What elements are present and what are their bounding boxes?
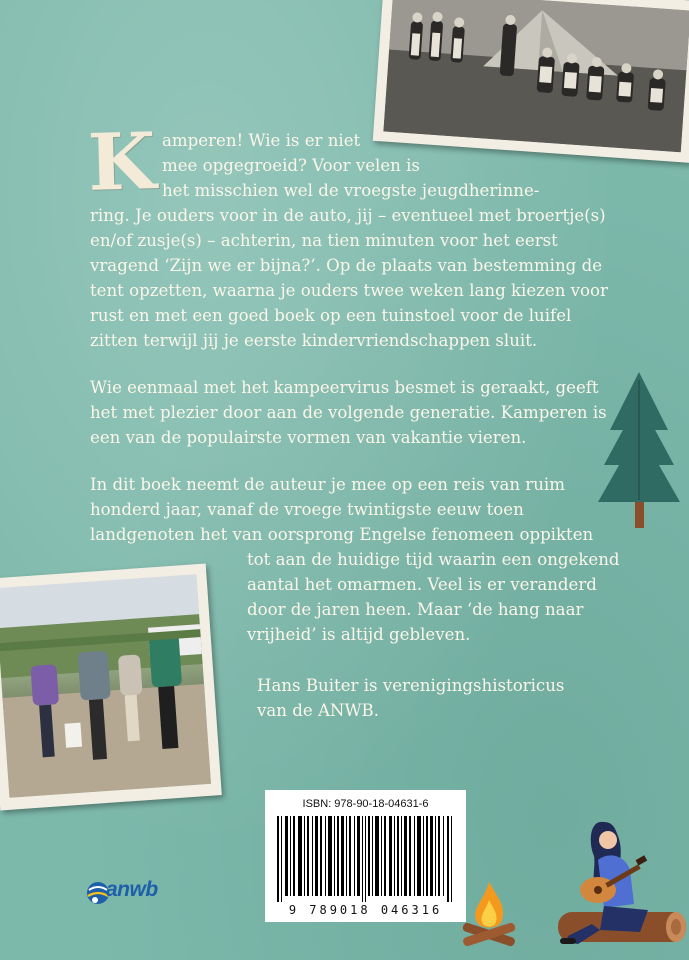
text-line: aantal het omarmen. Veel is er veranderd	[247, 575, 597, 594]
text-line: landgenoten het van oorsprong Engelse fenomeen oppikten	[90, 525, 594, 544]
text-line: amperen! Wie is er niet	[162, 131, 361, 150]
vintage-photo-scene	[383, 0, 689, 152]
text-line: tot aan de huidige tijd waarin een ongekend	[247, 550, 620, 569]
text-line: het met plezier door aan de volgende generatie. Kamperen is	[90, 403, 607, 422]
text-line: vragend ‘Zijn we er bijna?’. Op de plaats van bestemming de	[90, 256, 603, 275]
text-line: tent opzetten, waarna je ouders twee weken lang kiezen voor	[90, 281, 608, 300]
vintage-photo-image	[383, 0, 689, 152]
text-line: mee opgegroeid? Voor velen is	[162, 156, 420, 175]
pine-tree-icon	[596, 370, 682, 530]
barcode-bars	[277, 816, 454, 902]
text-line: het misschien wel de vroegste jeugdherinne-	[162, 181, 540, 200]
text-line: door de jaren heen. Maar ‘de hang naar	[247, 600, 584, 619]
isbn-label: ISBN: 978-90-18-04631-6	[302, 798, 429, 810]
text-line: honderd jaar, vanaf de vroege twintigste eeuw toen	[90, 500, 524, 519]
festival-photo-scene	[0, 574, 211, 798]
text-line: ring. Je ouders voor in de auto, jij – eventueel met broertje(s)	[90, 206, 606, 225]
text-line: en/of zusje(s) – achterin, na tien minuten voor het eerst	[90, 231, 558, 250]
text-line: In dit boek neemt de auteur je mee op een reis van ruim	[90, 475, 565, 494]
vintage-camping-photo	[373, 0, 689, 163]
text-line: een van de populairste vormen van vakantie vieren.	[90, 428, 527, 447]
text-line: Wie eenmaal met het kampeervirus besmet is geraakt, geeft	[90, 378, 599, 397]
barcode-box	[265, 790, 466, 922]
dropcap-letter: K	[86, 116, 157, 209]
text-line: zitten terwijl jij je eerste kindervriendschappen sluit.	[90, 331, 538, 350]
text-line: vrijheid’ is altijd gebleven.	[247, 625, 471, 644]
anwb-wordmark: anwb	[106, 878, 158, 901]
text-line: van de ANWB.	[257, 701, 379, 720]
festival-photo-image	[0, 574, 211, 798]
guitar-girl-illustration	[548, 812, 689, 960]
text-line: Hans Buiter is verenigingshistoricus	[257, 676, 565, 695]
anwb-logo	[85, 876, 163, 906]
text-line: rust en met een goed boek op een tuinstoel voor de luifel	[90, 306, 572, 325]
festival-photo	[0, 564, 222, 811]
barcode-digits: 9 789018 046316	[288, 903, 443, 917]
campfire-icon	[458, 880, 520, 952]
